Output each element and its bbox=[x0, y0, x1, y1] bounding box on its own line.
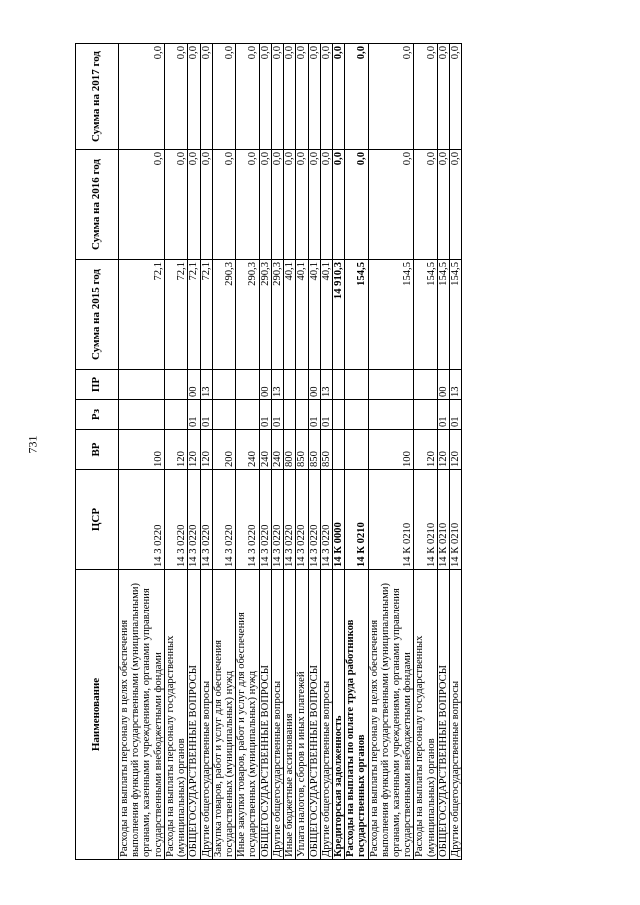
cell-sum-2017: 0,0 bbox=[200, 44, 212, 150]
cell-rz bbox=[345, 400, 368, 430]
cell-rz: 01 bbox=[437, 400, 449, 430]
table-row bbox=[119, 44, 165, 860]
cell-pr bbox=[212, 370, 235, 400]
cell-name: Иные бюджетные ассигнования bbox=[284, 570, 296, 860]
cell-sum-2015: 154,5 bbox=[414, 260, 437, 370]
cell-pr bbox=[236, 370, 259, 400]
cell-csr: 14 К 0210 bbox=[437, 470, 449, 570]
cell-sum-2017: 0,0 bbox=[164, 44, 187, 150]
cell-rz: 01 bbox=[188, 400, 200, 430]
cell-sum-2016: 0,0 bbox=[271, 150, 283, 260]
cell-vr bbox=[345, 430, 368, 470]
cell-vr: 120 bbox=[200, 430, 212, 470]
cell-name: ОБЩЕГОСУДАРСТВЕННЫЕ ВОПРОСЫ bbox=[259, 570, 271, 860]
table-row bbox=[450, 44, 462, 860]
cell-name: Другие общегосударственные вопросы bbox=[450, 570, 462, 860]
cell-pr: 00 bbox=[308, 370, 320, 400]
table-header-row bbox=[76, 44, 119, 860]
cell-name: Другие общегосударственные вопросы bbox=[320, 570, 332, 860]
cell-vr: 200 bbox=[212, 430, 235, 470]
cell-name: Расходы на выплаты персоналу государственных (муниципальных) органов bbox=[414, 570, 437, 860]
table-row bbox=[200, 44, 212, 860]
cell-sum-2016: 0,0 bbox=[332, 150, 344, 260]
cell-vr bbox=[332, 430, 344, 470]
cell-name: Иные закупки товаров, работ и услуг для обеспечения государственных (муниципальных) нужд bbox=[236, 570, 259, 860]
cell-sum-2017: 0,0 bbox=[271, 44, 283, 150]
cell-sum-2015: 154,5 bbox=[437, 260, 449, 370]
cell-pr: 13 bbox=[450, 370, 462, 400]
cell-vr: 240 bbox=[259, 430, 271, 470]
cell-csr: 14 3 0220 bbox=[271, 470, 283, 570]
cell-sum-2016: 0,0 bbox=[119, 150, 165, 260]
cell-sum-2017: 0,0 bbox=[236, 44, 259, 150]
cell-csr: 14 3 0220 bbox=[200, 470, 212, 570]
cell-sum-2015: 72,1 bbox=[200, 260, 212, 370]
cell-sum-2015: 290,3 bbox=[236, 260, 259, 370]
cell-sum-2017: 0,0 bbox=[345, 44, 368, 150]
cell-pr: 13 bbox=[320, 370, 332, 400]
cell-pr bbox=[368, 370, 414, 400]
cell-csr: 14 К 0210 bbox=[450, 470, 462, 570]
cell-rz: 01 bbox=[259, 400, 271, 430]
cell-pr bbox=[164, 370, 187, 400]
cell-sum-2016: 0,0 bbox=[259, 150, 271, 260]
cell-csr: 14 3 0220 bbox=[164, 470, 187, 570]
cell-sum-2015: 290,3 bbox=[212, 260, 235, 370]
cell-sum-2017: 0,0 bbox=[450, 44, 462, 150]
cell-sum-2017: 0,0 bbox=[284, 44, 296, 150]
cell-rz bbox=[236, 400, 259, 430]
cell-rz bbox=[414, 400, 437, 430]
cell-csr: 14 3 0220 bbox=[259, 470, 271, 570]
cell-sum-2015: 72,1 bbox=[188, 260, 200, 370]
cell-vr: 240 bbox=[236, 430, 259, 470]
cell-sum-2017: 0,0 bbox=[308, 44, 320, 150]
cell-pr bbox=[414, 370, 437, 400]
header-rz: Рз bbox=[76, 400, 119, 430]
cell-rz bbox=[296, 400, 308, 430]
rotated-page-content bbox=[75, 44, 547, 860]
cell-pr bbox=[345, 370, 368, 400]
cell-sum-2016: 0,0 bbox=[450, 150, 462, 260]
cell-vr: 120 bbox=[164, 430, 187, 470]
cell-pr: 00 bbox=[437, 370, 449, 400]
cell-sum-2017: 0,0 bbox=[437, 44, 449, 150]
table-row bbox=[212, 44, 235, 860]
cell-sum-2016: 0,0 bbox=[308, 150, 320, 260]
cell-sum-2016: 0,0 bbox=[200, 150, 212, 260]
cell-vr: 800 bbox=[284, 430, 296, 470]
table-row bbox=[345, 44, 368, 860]
header-name: Наименование bbox=[76, 570, 119, 860]
cell-name: Расходы на выплаты персоналу в целях обеспечения выполнения функций государственными (муниципальными) органами, казенными учреждениями, органами управления государственными внебюджетными фондами bbox=[368, 570, 414, 860]
cell-name: Другие общегосударственные вопросы bbox=[271, 570, 283, 860]
cell-sum-2017: 0,0 bbox=[119, 44, 165, 150]
budget-table bbox=[75, 43, 462, 860]
cell-rz: 01 bbox=[320, 400, 332, 430]
cell-vr: 120 bbox=[414, 430, 437, 470]
cell-sum-2015: 290,3 bbox=[271, 260, 283, 370]
table-row bbox=[308, 44, 320, 860]
cell-vr: 100 bbox=[119, 430, 165, 470]
cell-pr: 13 bbox=[271, 370, 283, 400]
page-number: 731 bbox=[25, 435, 40, 454]
table-row bbox=[259, 44, 271, 860]
cell-sum-2015: 14 910,3 bbox=[332, 260, 344, 370]
cell-sum-2016: 0,0 bbox=[284, 150, 296, 260]
cell-sum-2015: 72,1 bbox=[119, 260, 165, 370]
table-row bbox=[164, 44, 187, 860]
cell-vr: 850 bbox=[320, 430, 332, 470]
cell-name: Кредиторская задолженность bbox=[332, 570, 344, 860]
table-row bbox=[188, 44, 200, 860]
cell-rz: 01 bbox=[200, 400, 212, 430]
cell-vr: 120 bbox=[437, 430, 449, 470]
cell-sum-2017: 0,0 bbox=[320, 44, 332, 150]
cell-sum-2017: 0,0 bbox=[188, 44, 200, 150]
cell-sum-2016: 0,0 bbox=[188, 150, 200, 260]
cell-rz bbox=[164, 400, 187, 430]
table-row bbox=[236, 44, 259, 860]
cell-sum-2016: 0,0 bbox=[414, 150, 437, 260]
cell-csr: 14 К 0210 bbox=[368, 470, 414, 570]
table-row bbox=[368, 44, 414, 860]
header-csr: ЦСР bbox=[76, 470, 119, 570]
cell-vr: 100 bbox=[368, 430, 414, 470]
cell-rz bbox=[119, 400, 165, 430]
cell-csr: 14 3 0220 bbox=[236, 470, 259, 570]
cell-sum-2017: 0,0 bbox=[212, 44, 235, 150]
header-vr: ВР bbox=[76, 430, 119, 470]
cell-pr: 00 bbox=[188, 370, 200, 400]
cell-sum-2016: 0,0 bbox=[437, 150, 449, 260]
table-row bbox=[284, 44, 296, 860]
cell-csr: 14 К 0210 bbox=[345, 470, 368, 570]
cell-sum-2015: 40,1 bbox=[320, 260, 332, 370]
cell-sum-2015: 72,1 bbox=[164, 260, 187, 370]
cell-rz: 01 bbox=[271, 400, 283, 430]
cell-name: Другие общегосударственные вопросы bbox=[200, 570, 212, 860]
cell-pr bbox=[332, 370, 344, 400]
cell-rz bbox=[332, 400, 344, 430]
cell-name: Уплата налогов, сборов и иных платежей bbox=[296, 570, 308, 860]
cell-name: Расходы на выплаты по оплате труда работников государственных органов bbox=[345, 570, 368, 860]
cell-sum-2015: 40,1 bbox=[308, 260, 320, 370]
cell-rz: 01 bbox=[308, 400, 320, 430]
cell-sum-2016: 0,0 bbox=[164, 150, 187, 260]
cell-rz bbox=[284, 400, 296, 430]
cell-csr: 14 3 0220 bbox=[296, 470, 308, 570]
cell-name: Расходы на выплаты персоналу в целях обеспечения выполнения функций государственными (муниципальными) органами, казенными учреждениями, органами управления государственными внебюджетными фондами bbox=[119, 570, 165, 860]
cell-pr: 00 bbox=[259, 370, 271, 400]
cell-csr: 14 3 0220 bbox=[119, 470, 165, 570]
cell-vr: 850 bbox=[308, 430, 320, 470]
cell-pr bbox=[119, 370, 165, 400]
table-row bbox=[296, 44, 308, 860]
cell-sum-2017: 0,0 bbox=[368, 44, 414, 150]
cell-csr: 14 К 0000 bbox=[332, 470, 344, 570]
cell-csr: 14 3 0220 bbox=[320, 470, 332, 570]
cell-csr: 14 3 0220 bbox=[284, 470, 296, 570]
header-sum-2017: Сумма на 2017 год bbox=[76, 44, 119, 150]
cell-rz bbox=[212, 400, 235, 430]
cell-sum-2016: 0,0 bbox=[368, 150, 414, 260]
cell-csr: 14 3 0220 bbox=[212, 470, 235, 570]
cell-sum-2015: 40,1 bbox=[284, 260, 296, 370]
cell-sum-2015: 154,5 bbox=[368, 260, 414, 370]
cell-vr: 850 bbox=[296, 430, 308, 470]
cell-csr: 14 3 0220 bbox=[188, 470, 200, 570]
header-pr: ПР bbox=[76, 370, 119, 400]
cell-pr bbox=[284, 370, 296, 400]
cell-name: Закупка товаров, работ и услуг для обеспечения государственных (муниципальных) нужд bbox=[212, 570, 235, 860]
cell-sum-2017: 0,0 bbox=[296, 44, 308, 150]
cell-pr bbox=[296, 370, 308, 400]
cell-sum-2017: 0,0 bbox=[414, 44, 437, 150]
table-row bbox=[332, 44, 344, 860]
cell-pr: 13 bbox=[200, 370, 212, 400]
cell-rz: 01 bbox=[450, 400, 462, 430]
table-body bbox=[119, 44, 462, 860]
cell-name: Расходы на выплаты персоналу государственных (муниципальных) органов bbox=[164, 570, 187, 860]
cell-sum-2016: 0,0 bbox=[345, 150, 368, 260]
cell-sum-2015: 290,3 bbox=[259, 260, 271, 370]
cell-vr: 120 bbox=[188, 430, 200, 470]
cell-rz bbox=[368, 400, 414, 430]
table-row bbox=[320, 44, 332, 860]
cell-vr: 120 bbox=[450, 430, 462, 470]
cell-sum-2015: 154,5 bbox=[450, 260, 462, 370]
cell-sum-2016: 0,0 bbox=[296, 150, 308, 260]
cell-sum-2017: 0,0 bbox=[332, 44, 344, 150]
cell-sum-2016: 0,0 bbox=[320, 150, 332, 260]
table-row bbox=[414, 44, 437, 860]
cell-sum-2016: 0,0 bbox=[212, 150, 235, 260]
cell-sum-2016: 0,0 bbox=[236, 150, 259, 260]
cell-name: ОБЩЕГОСУДАРСТВЕННЫЕ ВОПРОСЫ bbox=[188, 570, 200, 860]
cell-sum-2015: 154,5 bbox=[345, 260, 368, 370]
cell-csr: 14 К 0210 bbox=[414, 470, 437, 570]
header-sum-2016: Сумма на 2016 год bbox=[76, 150, 119, 260]
cell-vr: 240 bbox=[271, 430, 283, 470]
table-row bbox=[437, 44, 449, 860]
cell-csr: 14 3 0220 bbox=[308, 470, 320, 570]
header-sum-2015: Сумма на 2015 год bbox=[76, 260, 119, 370]
cell-name: ОБЩЕГОСУДАРСТВЕННЫЕ ВОПРОСЫ bbox=[308, 570, 320, 860]
cell-name: ОБЩЕГОСУДАРСТВЕННЫЕ ВОПРОСЫ bbox=[437, 570, 449, 860]
table-row bbox=[271, 44, 283, 860]
cell-sum-2015: 40,1 bbox=[296, 260, 308, 370]
cell-sum-2017: 0,0 bbox=[259, 44, 271, 150]
